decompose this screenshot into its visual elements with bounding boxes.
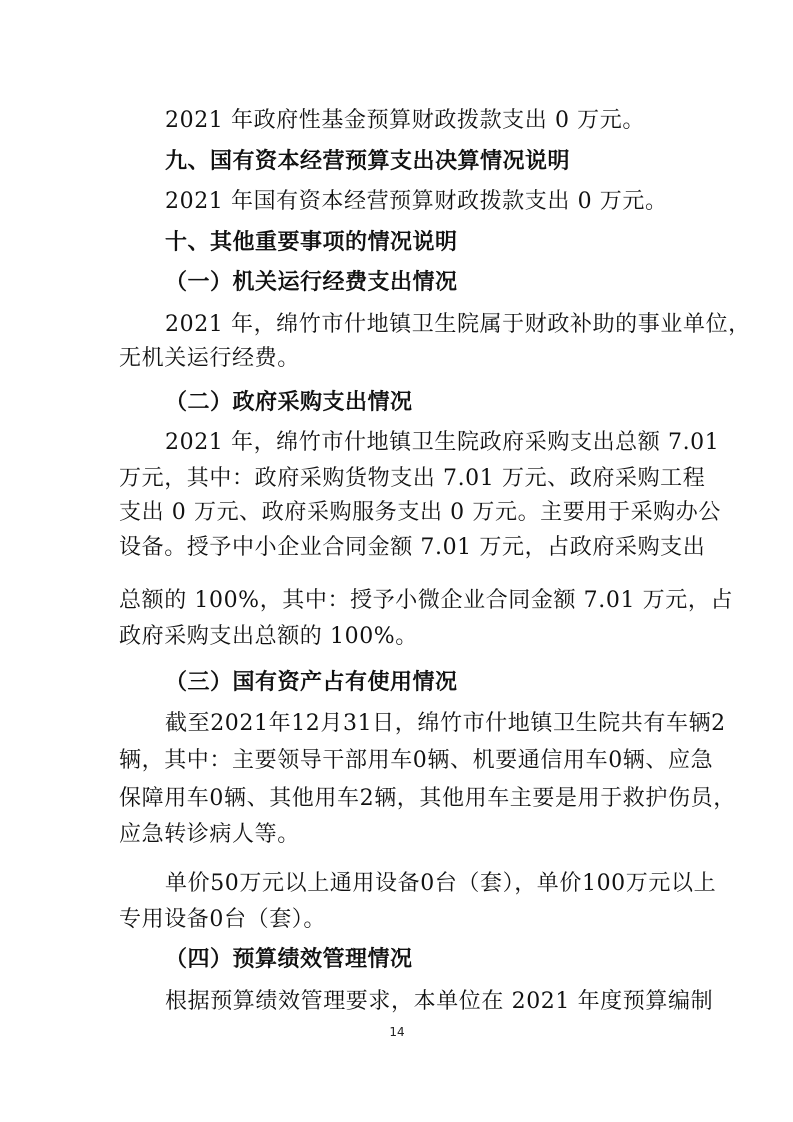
paragraph-line: 无机关运行经费。 — [119, 346, 300, 371]
paragraph-line: 2021 年国有资本经营预算财政拨款支出 0 万元。 — [165, 189, 668, 214]
subsection-heading: （一）机关运行经费支出情况 — [165, 270, 458, 295]
paragraph-line: 根据预算绩效管理要求，本单位在 2021 年度预算编制 — [165, 989, 714, 1014]
subsection-heading: （二）政府采购支出情况 — [165, 390, 413, 415]
paragraph-line: 辆，其中：主要领导干部用车0辆、机要通信用车0辆、应急 — [119, 748, 714, 773]
paragraph-line: 2021 年，绵竹市什地镇卫生院政府采购支出总额 7.01 — [165, 430, 720, 455]
paragraph-line: 总额的 100%，其中：授予小微企业合同金额 7.01 万元，占 — [119, 588, 734, 613]
paragraph-line: 保障用车0辆、其他用车2辆，其他用车主要是用于救护伤员， — [119, 786, 736, 811]
page-number: 14 — [389, 1025, 405, 1039]
subsection-heading: （三）国有资产占有使用情况 — [165, 670, 458, 695]
section-heading: 十、其他重要事项的情况说明 — [165, 230, 458, 255]
paragraph-line: 应急转诊病人等。 — [119, 822, 300, 847]
subsection-heading: （四）预算绩效管理情况 — [165, 947, 413, 972]
section-heading: 九、国有资本经营预算支出决算情况说明 — [165, 149, 571, 174]
paragraph-line: 2021 年，绵竹市什地镇卫生院属于财政补助的事业单位， — [165, 312, 751, 337]
paragraph-line: 政府采购支出总额的 100%。 — [119, 624, 418, 649]
paragraph-line: 单价50万元以上通用设备0台（套），单价100万元以上 — [165, 871, 717, 896]
paragraph-line: 支出 0 万元、政府采购服务支出 0 万元。主要用于采购办公 — [119, 500, 721, 525]
paragraph-line: 设备。授予中小企业合同金额 7.01 万元，占政府采购支出 — [119, 535, 706, 560]
paragraph-line: 2021 年政府性基金预算财政拨款支出 0 万元。 — [165, 108, 645, 133]
paragraph-line: 截至2021年12月31日，绵竹市什地镇卫生院共有车辆2 — [165, 711, 726, 736]
paragraph-line: 专用设备0台（套）。 — [119, 907, 326, 932]
paragraph-line: 万元，其中：政府采购货物支出 7.01 万元、政府采购工程 — [119, 466, 706, 491]
